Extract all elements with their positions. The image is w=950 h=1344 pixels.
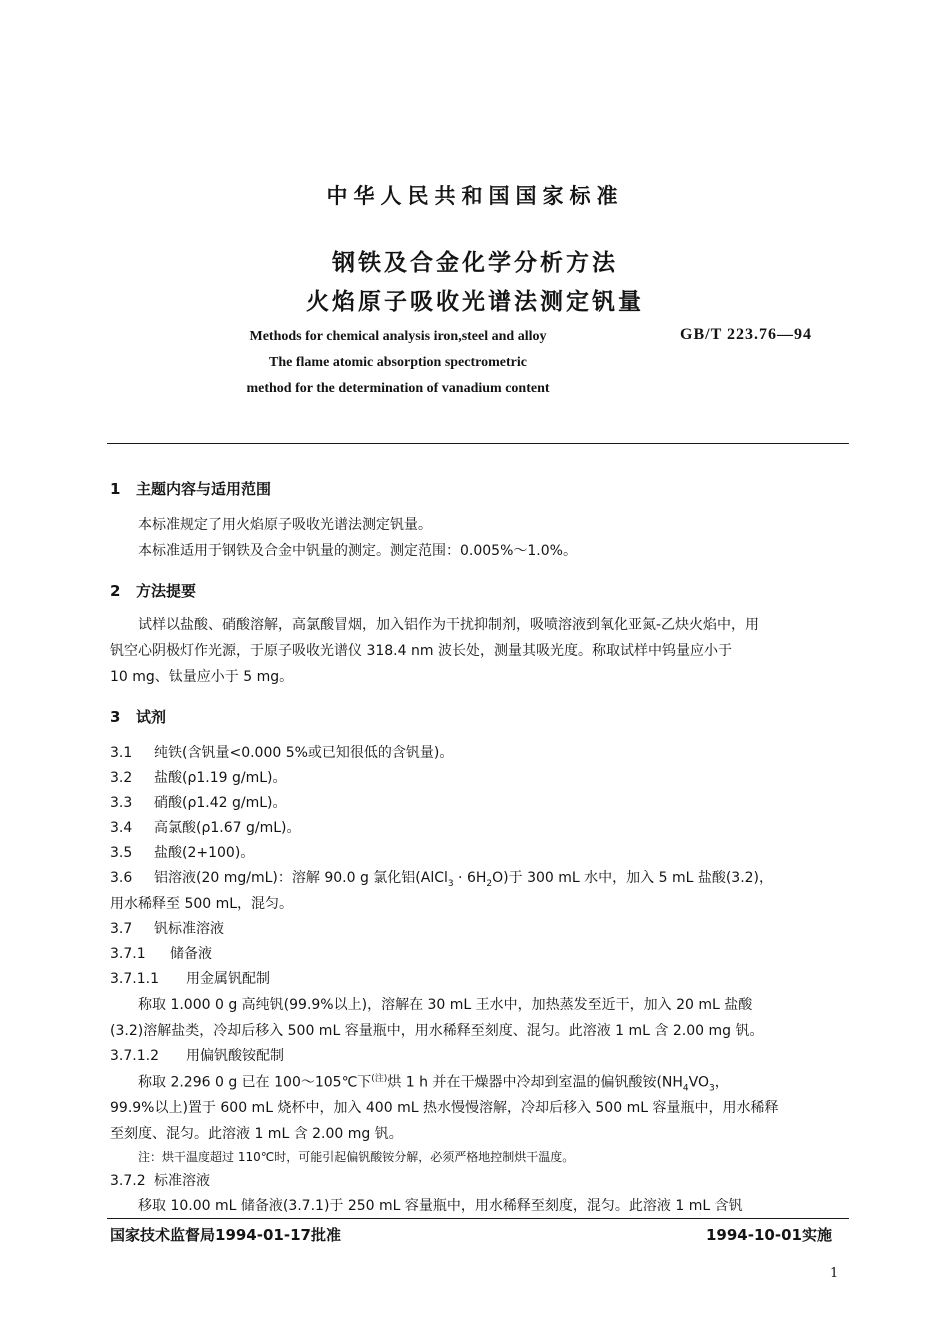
english-title-line-2: The flame atomic absorption spectrometric — [269, 355, 527, 370]
item-3-7-1-2-line-3: 至刻度、混匀。此溶液 1 mL 含 2.00 mg 钒。 — [110, 1126, 403, 1142]
english-title-line-1: Methods for chemical analysis iron,steel and alloy — [249, 329, 547, 344]
item-3-7-1: 3.7.1 储备液 — [110, 946, 212, 962]
standard-type: 中华人民共和国国家标准 — [326, 184, 624, 208]
title-line-1: 钢铁及合金化学分析方法 — [332, 250, 618, 276]
standard-number: GB/T 223.76—94 — [680, 326, 812, 343]
section-2-heading: 2 方法提要 — [110, 582, 197, 600]
item-3-1: 3.1 纯铁(含钒量<0.000 5%或已知很低的含钒量)。 — [110, 745, 454, 761]
approval-info: 国家技术监督局1994-01-17批准 — [110, 1226, 341, 1244]
page-number: 1 — [830, 1266, 839, 1281]
section-1-para-1: 本标准规定了用火焰原子吸收光谱法测定钒量。 — [138, 517, 432, 533]
item-3-6-line-2: 用水稀释至 500 mL，混匀。 — [110, 896, 294, 912]
english-title-line-3: method for the determination of vanadium content — [246, 381, 550, 396]
section-1-heading: 1 主题内容与适用范围 — [110, 480, 272, 498]
drying-note: 注：烘干温度超过 110℃时，可能引起偏钒酸铵分解，必须严格地控制烘干温度。 — [138, 1150, 575, 1164]
item-3-7: 3.7 钒标准溶液 — [110, 921, 224, 937]
item-3-7-2-line-1: 移取 10.00 mL 储备液(3.7.1)于 250 mL 容量瓶中，用水稀释至刻度，混匀。此溶液 1 mL 含钒 — [138, 1198, 743, 1214]
item-3-7-1-2-line-2: 99.9%以上)置于 600 mL 烧杯中，加入 400 mL 热水慢慢溶解，冷却后移入 500 mL 容量瓶中，用水稀释 — [110, 1100, 779, 1116]
item-3-4: 3.4 高氯酸(ρ1.67 g/mL)。 — [110, 820, 301, 836]
implementation-date: 1994-10-01实施 — [706, 1226, 832, 1244]
item-3-7-1-1: 3.7.1.1 用金属钒配制 — [110, 971, 270, 987]
item-3-7-2: 3.7.2 标准溶液 — [110, 1173, 210, 1189]
title-line-2: 火焰原子吸收光谱法测定钒量 — [306, 289, 644, 315]
header-divider — [107, 443, 849, 444]
item-3-5: 3.5 盐酸(2+100)。 — [110, 845, 255, 861]
section-2-line-3: 10 mg、钛量应小于 5 mg。 — [110, 669, 294, 685]
item-3-7-1-1-line-1: 称取 1.000 0 g 高纯钒(99.9%以上)，溶解在 30 mL 王水中，加热蒸发至近干，加入 20 mL 盐酸 — [138, 997, 753, 1013]
section-2-line-2: 钒空心阴极灯作光源，于原子吸收光谱仪 318.4 nm 波长处，测量其吸光度。称取试样中钨量应小于 — [110, 643, 732, 659]
item-3-3: 3.3 硝酸(ρ1.42 g/mL)。 — [110, 795, 287, 811]
item-3-6: 3.6 铝溶液(20 mg/mL)：溶解 90.0 g 氯化铝(AlCl$_3$ · $6H_2O$)于 300 mL 水中，加入 5 mL 盐酸(3.2)， — [110, 870, 774, 889]
footer-divider — [107, 1218, 849, 1219]
item-3-2: 3.2 盐酸(ρ1.19 g/mL)。 — [110, 770, 287, 786]
section-2-line-1: 试样以盐酸、硝酸溶解，高氯酸冒烟，加入铝作为干扰抑制剂，吸喷溶液到氧化亚氮-乙炔火焰中，用 — [138, 617, 760, 633]
item-3-7-1-2-line-1: 称取 2.296 0 g 已在 100～105℃下$^{(注)}$烘 1 h 并在干燥器中冷却到室温的偏钒酸铵($NH_4VO_3$， — [138, 1074, 729, 1094]
item-3-7-1-2: 3.7.1.2 用偏钒酸铵配制 — [110, 1048, 284, 1064]
section-3-heading: 3 试剂 — [110, 708, 167, 726]
section-1-para-2: 本标准适用于钢铁及合金中钒量的测定。测定范围：0.005%～1.0%。 — [138, 543, 577, 559]
item-3-7-1-1-line-2: (3.2)溶解盐类，冷却后移入 500 mL 容量瓶中，用水稀释至刻度、混匀。此溶液 1 mL 含 2.00 mg 钒。 — [110, 1023, 764, 1039]
